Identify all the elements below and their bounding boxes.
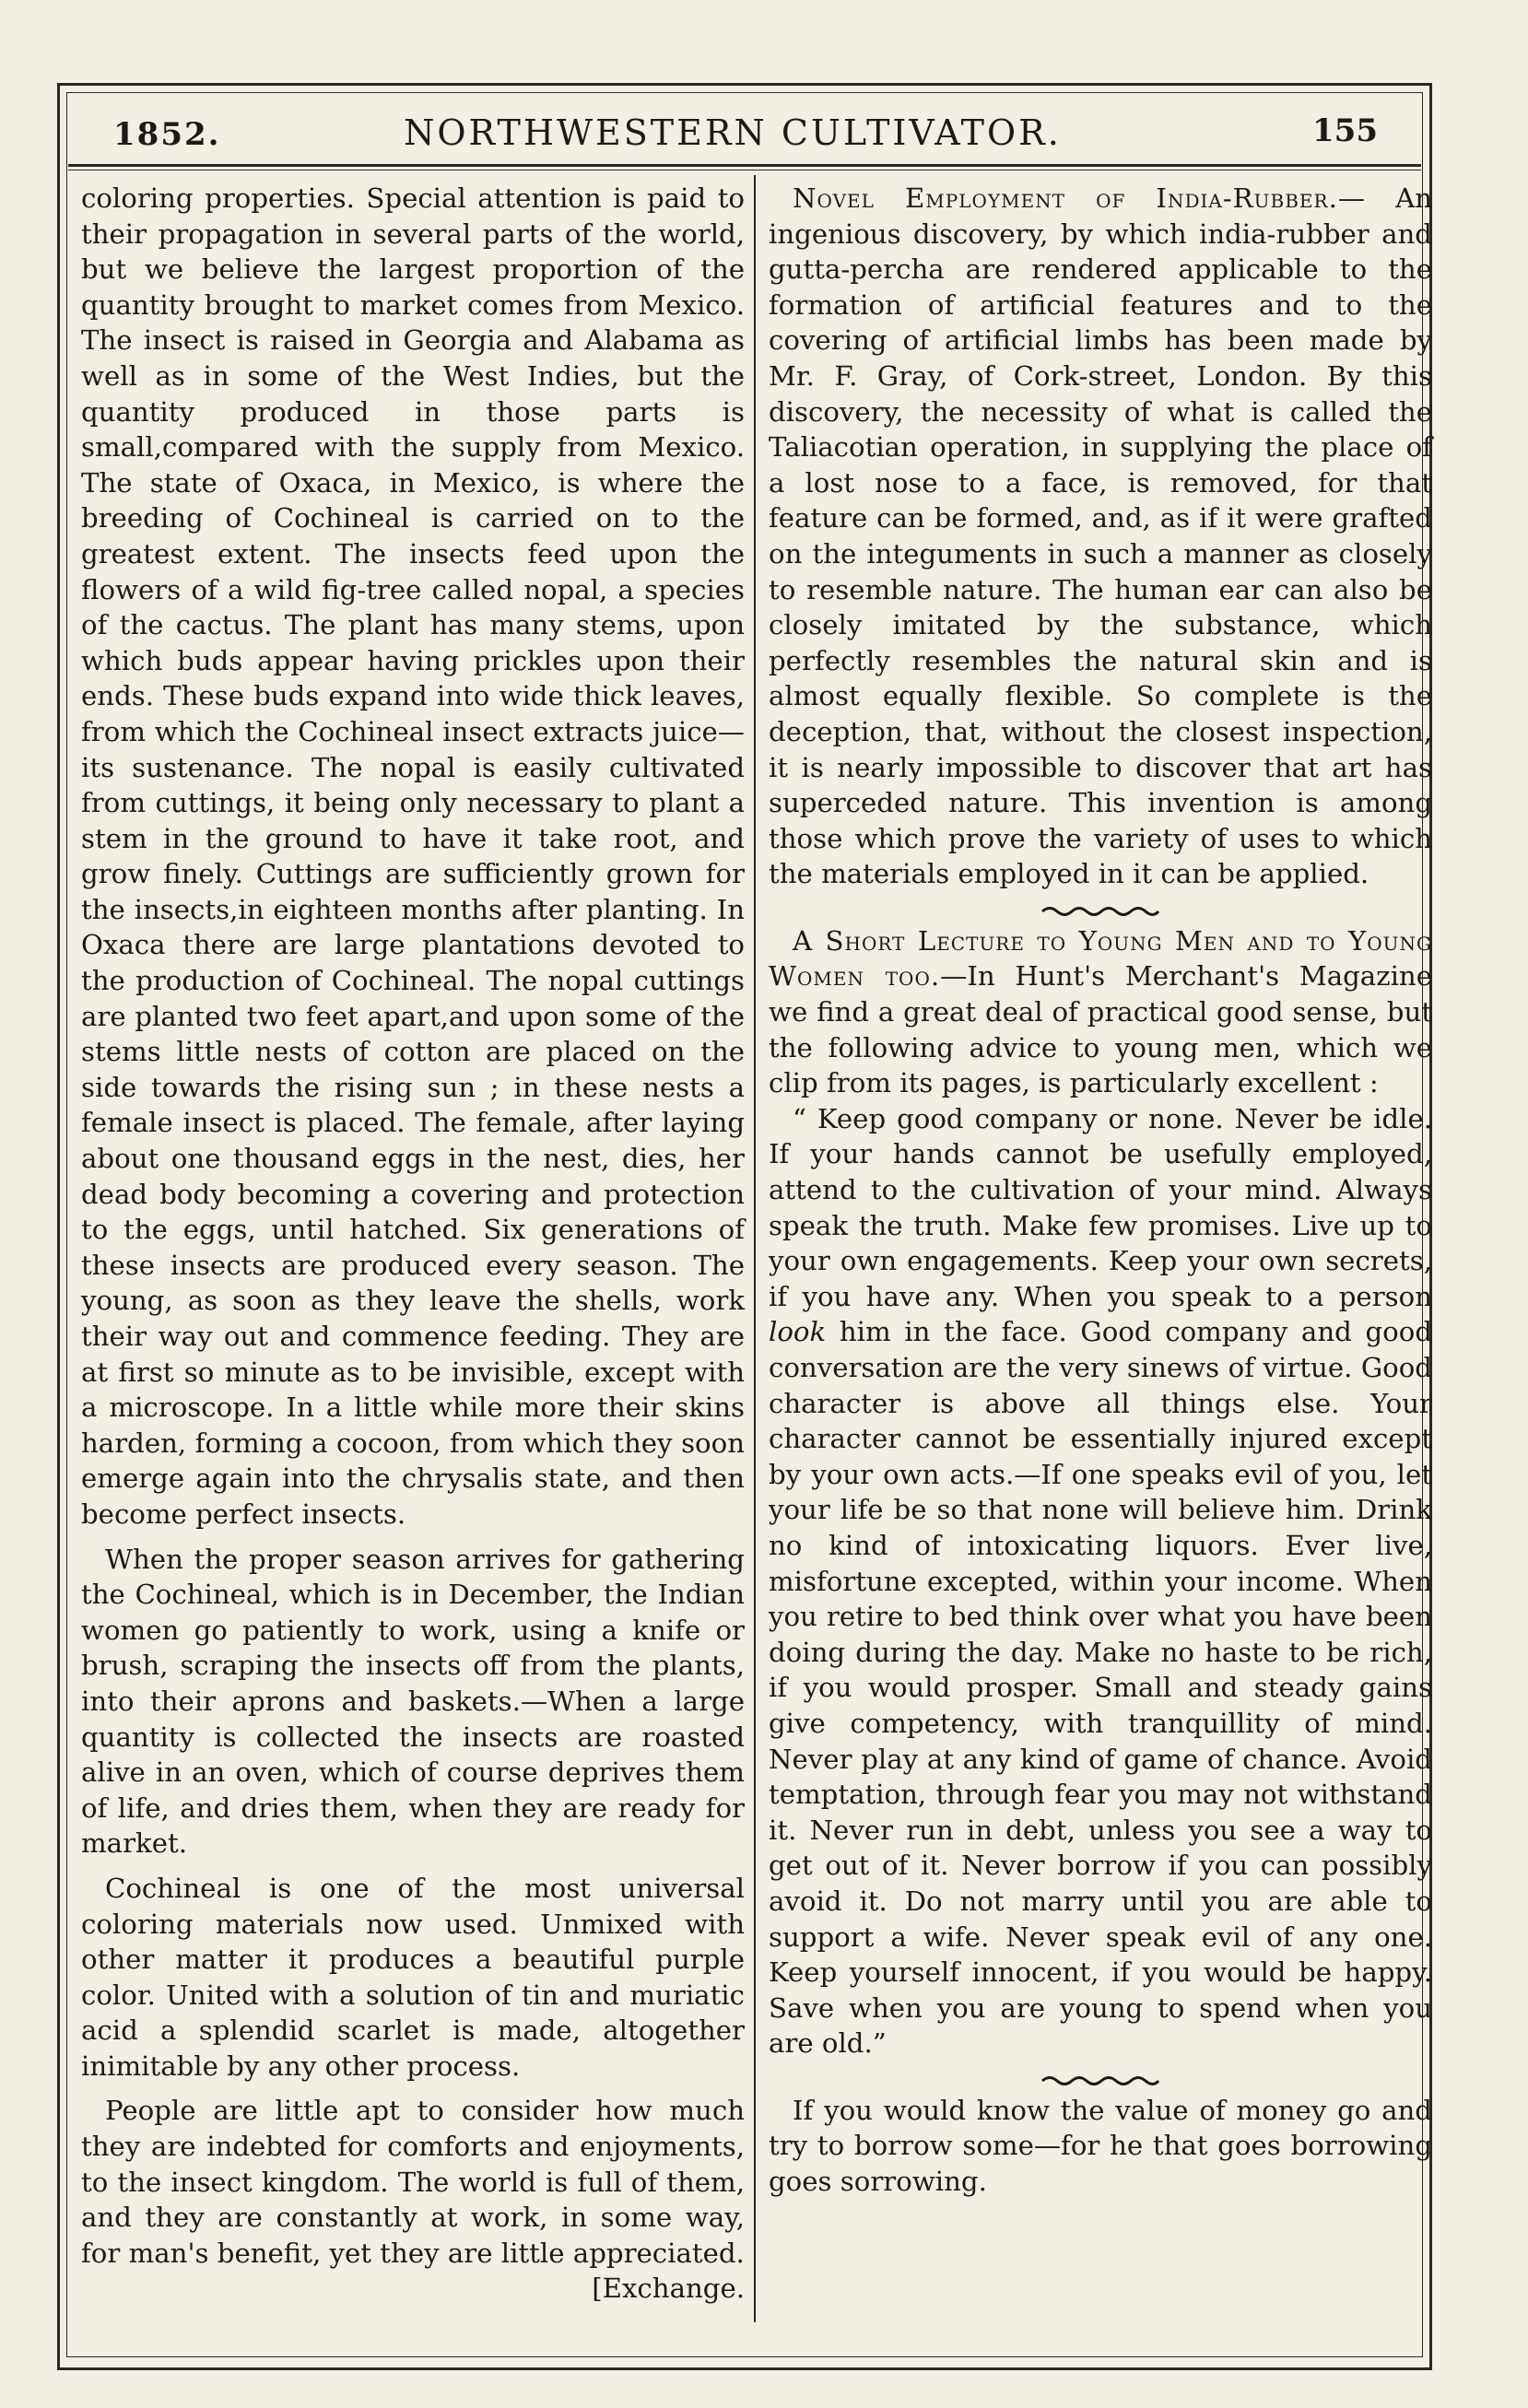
cochineal-paragraph-4 [81, 2093, 745, 2271]
young-men-article [769, 923, 1432, 1101]
header-year: 1852. [113, 116, 221, 153]
page-number: 155 [1312, 112, 1378, 149]
money-article: If you would know the value of money go and try to borrow some—for he that goes borrowing goes sorrowing. [769, 2094, 1432, 2198]
cochineal-paragraph-3: Cochineal is one of the most universal coloring materials now used. Unmixed with other matter it produces a beautiful purple color. United with a solution of tin and muriatic acid a splendid scarlet is made, altogether inimitable by any other process. [81, 1872, 745, 2082]
india-rubber-article [769, 181, 1432, 892]
page-header [88, 109, 1378, 164]
ornamental-divider [769, 892, 1432, 923]
cochineal-paragraph-1: coloring properties. Special attention is paid to their propagation in several parts of the world, but we believe the largest proportion of the quantity brought to market comes from Mexico. The insect is raised in Georgia and Alabama as well as in some of the West Indies, but the quantity produced in those parts is small,compared with the supply from Mexico. The state of Oxaca, in Mexico, is where the breeding of Cochineal is carried on to the greatest extent. The insects feed upon the flowers of a wild fig-tree called nopal, a species of the cactus. The plant has many stems, upon which buds appear having prickles upon their ends. These buds expand into wide thick leaves, from which the Cochineal insect extracts juice—its sustenance. The nopal is easily cultivated from cuttings, it being only necessary to plant a stem in the ground to have it take root, and grow finely. Cuttings are sufficiently grown for the insects,in eighteen months after planting. In Oxaca there are large plantations devoted to the production of Cochineal. The nopal cuttings are planted two feet apart,and upon some of the stems little nests of cotton are placed on the side towards the rising sun ; in these nests a female insect is placed. The female, after laying about one thousand eggs in the nest, dies, her dead body becoming a covering and protection to the eggs, until hatched. Six generations of these insects are produced every season. The young, as soon as they leave the shells, work their way out and commence feeding. They are at first so minute as to be invisible, except with a microscope. In a little while more their skins harden, forming a cocoon, from which they soon emerge again into the chrysalis state, and then become perfect insects. [81, 182, 745, 1530]
young-men-intro: —In Hunt's Merchant's Magazine we find a great deal of practical good sense, but the following advice to young men, which we clip from its pages, is particularly excellent : [769, 960, 1432, 1099]
column-divider [754, 175, 756, 2322]
india-rubber-body: An ingenious discovery, by which india-rubber and gutta-percha are rendered applicable to the formation of artificial features and to the covering of artificial limbs has been made by Mr. F. Gray, of Cork-street, London. By this discovery, the necessity of what is called the Taliacotian operation, in supplying the place of a lost nose to a face, is removed, for that feature can be formed, and, as if it were grafted on the integuments in such a manner as closely to resemble nature. The human ear can also be closely imitated by the substance, which perfectly resembles the natural skin and is almost equally flexible. So complete is the deception, that, without the closest inspection, it is nearly impossible to discover that art has superceded nature. This invention is among those which prove the variety of uses to which the materials employed in it can be applied. [769, 182, 1433, 890]
header-rule [68, 164, 1421, 167]
cochineal-paragraph-2: When the proper season arrives for gathering the Cochineal, which is in December, the Indian women go patiently to work, using a knife or brush, scraping the insects off from the plants, into their aprons and baskets.—When a large quantity is collected the insects are roasted alive in an oven, which of course deprives them of life, and dries them, when they are ready for market. [81, 1543, 745, 1860]
quote-part-b: him in the face. Good company and good conversation are the very sinews of virtue. Good character is above all things else. Your character cannot be essentially injured except by your own acts.—If one speaks evil of you, let your life be so that none will believe him. Drink no kind of intoxicating liquors. Ever live, misfortune excepted, within your income. When you retire to bed think over what you have been doing during the day. Make no haste to be rich, if you would prosper. Small and steady gains give competency, with tranquillity of mind. Never play at any kind of game of chance. Avoid temptation, through fear you may not withstand it. Never run in debt, unless you see a way to get out of it. Never borrow if you can possibly avoid it. Do not marry until you are able to support a wife. Never speak evil of any one. Keep yourself innocent, if you would be happy. Save when you are young to spend when you are old.” [769, 1316, 1432, 2060]
publication-title: NORTHWESTERN CULTIVATOR. [404, 112, 1062, 153]
young-men-quote [769, 1101, 1432, 2061]
quote-part-a: “ Keep good company or none. Never be idle. If your hands cannot be usefully employed, attend to the cultivation of your mind. Always speak the truth. Make few promises. Live up to your own engagements. Keep your own secrets, if you have any. When you speak to a person [769, 1102, 1432, 1312]
paragraph-4-text: People are little apt to consider how much they are indebted for comforts and enjoyments, to the insect kingdom. The world is full of them, and they are constantly at work, in some way, for man's benefit, yet they are little appreciated. [81, 2095, 745, 2269]
left-column [81, 181, 745, 2307]
ornamental-divider-2 [769, 2061, 1432, 2093]
right-column [769, 181, 1432, 2200]
source-attribution: [Exchange. [592, 2273, 745, 2305]
young-men-heading: A Short Lecture to Young Men and to Young Women too. [769, 924, 1432, 993]
quote-emphasis: look [769, 1316, 827, 1348]
india-rubber-heading: Novel Employment of India-Rubber.— [793, 182, 1367, 214]
